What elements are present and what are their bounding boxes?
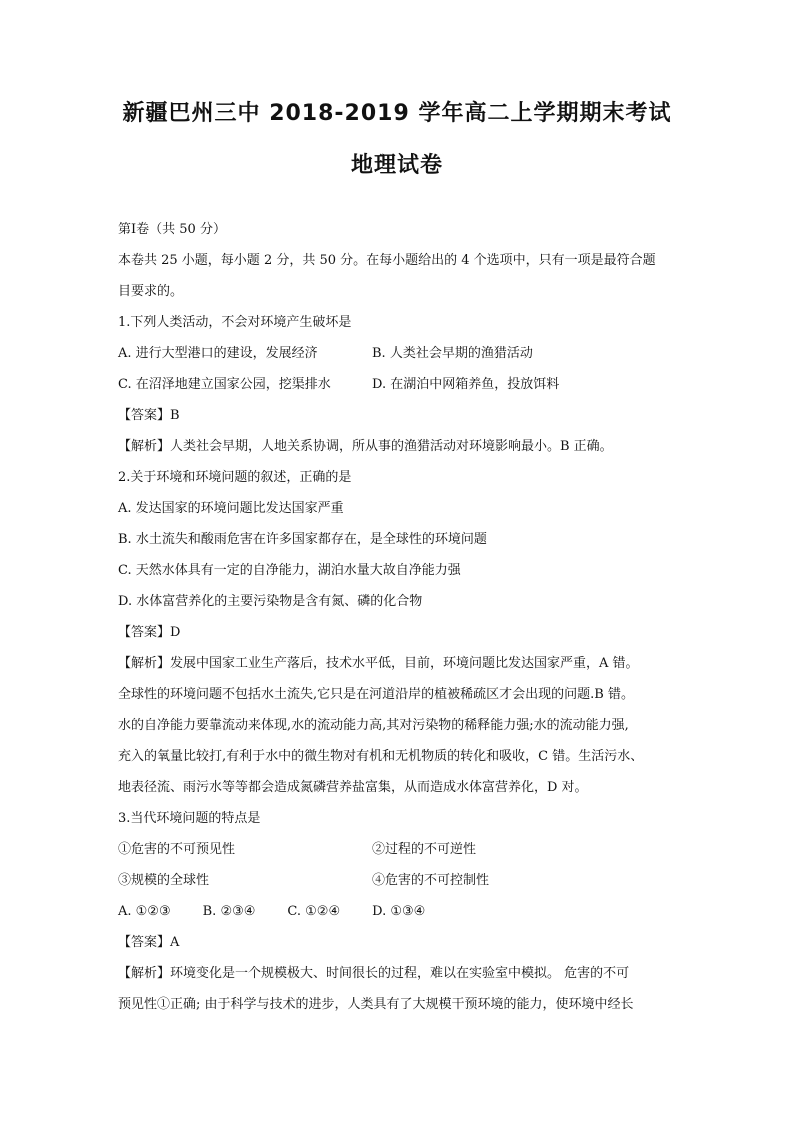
q3-choices <box>118 896 678 927</box>
q1-stem: 1.下列人类活动，不会对环境产生破坏是 <box>118 315 352 330</box>
q1-option-b: B. 人类社会早期的渔猎活动 <box>372 346 533 361</box>
q3-choice-d: D. ①③④ <box>372 904 426 919</box>
instructions-line-1: 本卷共 25 小题，每小题 2 分，共 50 分。在每小题给出的 4 个选项中，只有一项是最符合题 <box>118 253 656 268</box>
q3-item-2: ②过程的不可逆性 <box>372 842 477 857</box>
q3-items-row-2 <box>118 865 678 896</box>
q3-answer: 【答案】A <box>118 935 180 950</box>
q3-choice-b: B. ②③④ <box>202 904 256 919</box>
document-title: 新疆巴州三中 2018-2019 学年高二上学期期末考试 <box>122 101 672 126</box>
document-subtitle: 地理试卷 <box>350 153 443 178</box>
q3-choice-c: C. ①②④ <box>287 904 341 919</box>
q1-option-d: D. 在湖泊中网箱养鱼，投放饵料 <box>372 377 560 392</box>
q3-item-4: ④危害的不可控制性 <box>372 873 490 888</box>
q3-items-row-1 <box>118 834 678 865</box>
instructions-line-2: 目要求的。 <box>118 284 184 299</box>
q2-option-a: A. 发达国家的环境问题比发达国家严重 <box>118 501 344 516</box>
q2-analysis-line: 【解析】发展中国家工业生产落后，技术水平低，目前，环境问题比发达国家严重，A 错。 <box>118 656 639 671</box>
q2-analysis-line: 全球性的环境问题不包括水土流失,它只是在河道沿岸的植被稀疏区才会出现的问题.B 错。 <box>118 687 634 702</box>
q2-option-b: B. 水土流失和酸雨危害在许多国家都存在，是全球性的环境问题 <box>118 532 487 547</box>
q3-item-3: ③规模的全球性 <box>118 873 210 888</box>
q1-option-a: A. 进行大型港口的建设，发展经济 <box>118 346 318 361</box>
q2-option-c: C. 天然水体具有一定的自净能力，湖泊水量大故自净能力强 <box>118 563 461 578</box>
q3-analysis-line: 预见性①正确; 由于科学与技术的进步，人类具有了大规模干预环境的能力，使环境中经长 <box>118 997 634 1012</box>
q3-analysis-line: 【解析】环境变化是一个规模极大、时间很长的过程，难以在实验室中模拟。 危害的不可 <box>118 966 630 981</box>
q3-stem: 3.当代环境问题的特点是 <box>118 811 261 826</box>
q3-item-1: ①危害的不可预见性 <box>118 842 236 857</box>
q3-choice-a: A. ①②③ <box>118 904 171 919</box>
q1-options-row-1 <box>118 338 678 369</box>
q1-analysis: 【解析】人类社会早期，人地关系协调，所从事的渔猎活动对环境影响最小。B 正确。 <box>118 439 613 454</box>
q2-analysis-line: 地表径流、雨污水等等都会造成氮磷营养盐富集，从而造成水体富营养化，D 对。 <box>118 780 588 795</box>
document-body <box>118 214 678 1020</box>
q2-answer: 【答案】D <box>118 625 181 640</box>
q1-options-row-2 <box>118 369 678 400</box>
q2-analysis-line: 充入的氧量比较打,有利于水中的微生物对有机和无机物质的转化和吸收，C 错。生活污水、 <box>118 749 644 764</box>
q1-answer: 【答案】B <box>118 408 180 423</box>
q2-option-d: D. 水体富营养化的主要污染物是含有氮、磷的化合物 <box>118 594 423 609</box>
q1-option-c: C. 在沼泽地建立国家公园，挖渠排水 <box>118 377 331 392</box>
q2-stem: 2.关于环境和环境问题的叙述，正确的是 <box>118 470 352 485</box>
section-heading: 第Ⅰ卷（共 50 分） <box>118 222 226 237</box>
q2-analysis-line: 水的自净能力要靠流动来体现,水的流动能力高,其对污染物的稀释能力强;水的流动能力强, <box>118 718 629 733</box>
